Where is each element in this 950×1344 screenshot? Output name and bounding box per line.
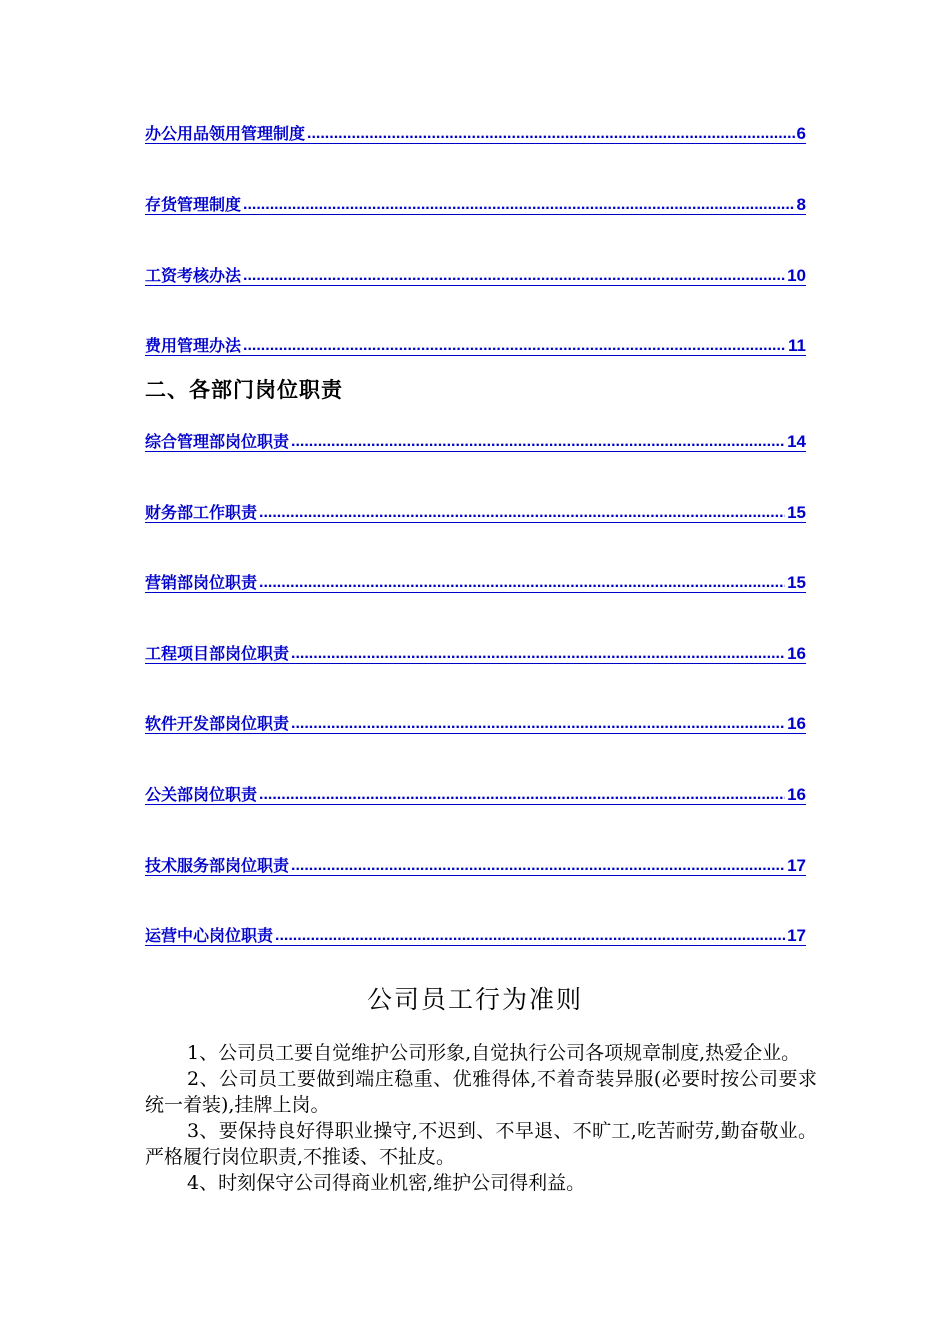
- rule-paragraph-1: 1、公司员工要自觉维护公司形象,自觉执行公司各项规章制度,热爱企业。: [187, 1042, 801, 1064]
- toc-entry-technical-service[interactable]: [145, 851, 806, 877]
- rule-paragraph-3: 3、要保持良好得职业操守,不迟到、不早退、不旷工,吃苦耐劳,勤奋敬业。严格履行岗位职责,不推诿、不扯皮。: [145, 1120, 817, 1168]
- toc-leader-dots: [259, 572, 785, 594]
- document-title: 公司员工行为准则: [366, 985, 583, 1014]
- toc-entry-label: 工程项目部岗位职责: [145, 644, 290, 663]
- toc-leader-dots: [291, 855, 785, 877]
- toc-leader-dots: [259, 784, 785, 806]
- toc-entry-page: 6: [796, 124, 806, 143]
- toc-leader-dots: [291, 713, 785, 735]
- toc-entry-office-supplies[interactable]: [145, 119, 806, 145]
- toc-entry-page: 16: [787, 785, 806, 804]
- toc-entry-label: 存货管理制度: [145, 195, 242, 214]
- toc-entry-label: 营销部岗位职责: [145, 573, 258, 592]
- toc-entry-marketing[interactable]: [145, 568, 806, 594]
- toc-entry-label: 综合管理部岗位职责: [145, 432, 290, 451]
- toc-entry-page: 17: [787, 926, 806, 945]
- toc-entry-operations-center[interactable]: [145, 921, 806, 947]
- toc-entry-engineering[interactable]: [145, 639, 806, 665]
- toc-leader-dots: [243, 265, 785, 287]
- toc-entry-page: 10: [787, 266, 806, 285]
- toc-entry-label: 办公用品领用管理制度: [145, 124, 306, 143]
- toc-entry-expense[interactable]: [145, 331, 806, 357]
- rule-paragraph-4: 4、时刻保守公司得商业机密,维护公司得利益。: [187, 1172, 586, 1194]
- rule-paragraph-2: 2、公司员工要做到端庄稳重、优雅得体,不着奇装异服(必要时按公司要求统一着装),挂牌上岗。: [145, 1068, 817, 1116]
- document-body: [145, 1040, 817, 1196]
- toc-leader-dots: [259, 502, 785, 524]
- toc-entry-page: 11: [788, 336, 806, 355]
- toc-leader-dots: [243, 194, 795, 216]
- toc-entry-label: 工资考核办法: [145, 266, 242, 285]
- toc-entry-salary[interactable]: [145, 261, 806, 287]
- toc-entry-label: 财务部工作职责: [145, 503, 258, 522]
- toc-leader-dots: [291, 643, 785, 665]
- toc-leader-dots: [307, 123, 795, 145]
- toc-entry-inventory[interactable]: [145, 190, 806, 216]
- toc-entry-software[interactable]: [145, 709, 806, 735]
- toc-entry-label: 费用管理办法: [145, 336, 242, 355]
- toc-leader-dots: [275, 925, 785, 947]
- toc-leader-dots: [243, 335, 786, 357]
- toc-entry-label: 公关部岗位职责: [145, 785, 258, 804]
- toc-entry-public-relations[interactable]: [145, 780, 806, 806]
- toc-entry-label: 技术服务部岗位职责: [145, 856, 290, 875]
- toc-entry-page: 16: [787, 714, 806, 733]
- toc-entry-page: 14: [787, 432, 806, 451]
- toc-entry-label: 运营中心岗位职责: [145, 926, 274, 945]
- toc-entry-page: 8: [796, 195, 806, 214]
- toc-leader-dots: [291, 431, 785, 453]
- toc-entry-page: 16: [787, 644, 806, 663]
- toc-entry-label: 软件开发部岗位职责: [145, 714, 290, 733]
- toc-entry-page: 15: [787, 573, 806, 592]
- section-heading: 二、各部门岗位职责: [145, 378, 343, 402]
- toc-entry-general-management[interactable]: [145, 427, 806, 453]
- toc-entry-finance[interactable]: [145, 498, 806, 524]
- toc-entry-page: 15: [787, 503, 806, 522]
- toc-entry-page: 17: [787, 856, 806, 875]
